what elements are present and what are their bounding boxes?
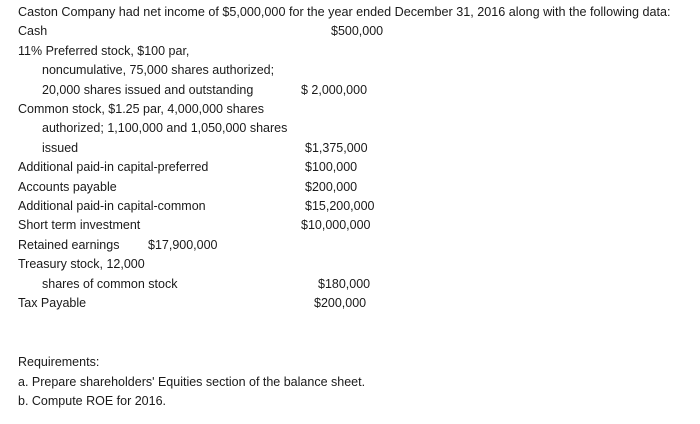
preferred-stock-label-line3: 20,000 shares issued and outstanding bbox=[42, 83, 254, 97]
cash-label: Cash bbox=[18, 24, 48, 38]
preferred-stock-label-line1: 11% Preferred stock, $100 par, bbox=[18, 44, 190, 58]
common-stock-label-line2: authorized; 1,100,000 and 1,050,000 shares bbox=[42, 121, 288, 135]
common-stock-label-line3: issued bbox=[42, 141, 79, 155]
requirements-heading: Requirements: bbox=[18, 355, 100, 369]
treasury-stock-label-line1: Treasury stock, 12,000 bbox=[18, 257, 145, 271]
apic-preferred-value: $100,000 bbox=[305, 160, 358, 174]
common-stock-label-line1: Common stock, $1.25 par, 4,000,000 shares bbox=[18, 102, 264, 116]
preferred-stock-value: $ 2,000,000 bbox=[301, 83, 368, 97]
tax-payable-label: Tax Payable bbox=[18, 296, 87, 310]
short-term-investment-label: Short term investment bbox=[18, 218, 141, 232]
requirement-a: a. Prepare shareholders' Equities section of the balance sheet. bbox=[18, 375, 366, 389]
apic-common-value: $15,200,000 bbox=[305, 199, 375, 213]
retained-earnings-value: $17,900,000 bbox=[148, 238, 218, 252]
tax-payable-value: $200,000 bbox=[314, 296, 367, 310]
apic-preferred-label: Additional paid-in capital-preferred bbox=[18, 160, 209, 174]
accounts-payable-label: Accounts payable bbox=[18, 180, 117, 194]
treasury-stock-label-line2: shares of common stock bbox=[42, 277, 178, 291]
intro-text: Caston Company had net income of $5,000,000 for the year ended December 31, 2016 along with the following data: bbox=[18, 5, 671, 19]
retained-earnings-label: Retained earnings bbox=[18, 238, 120, 252]
apic-common-label: Additional paid-in capital-common bbox=[18, 199, 206, 213]
common-stock-value: $1,375,000 bbox=[305, 141, 368, 155]
preferred-stock-label-line2: noncumulative, 75,000 shares authorized; bbox=[42, 63, 275, 77]
requirement-b: b. Compute ROE for 2016. bbox=[18, 394, 166, 408]
accounts-payable-value: $200,000 bbox=[305, 180, 358, 194]
cash-value: $500,000 bbox=[331, 24, 384, 38]
short-term-investment-value: $10,000,000 bbox=[301, 218, 371, 232]
treasury-stock-value: $180,000 bbox=[318, 277, 371, 291]
